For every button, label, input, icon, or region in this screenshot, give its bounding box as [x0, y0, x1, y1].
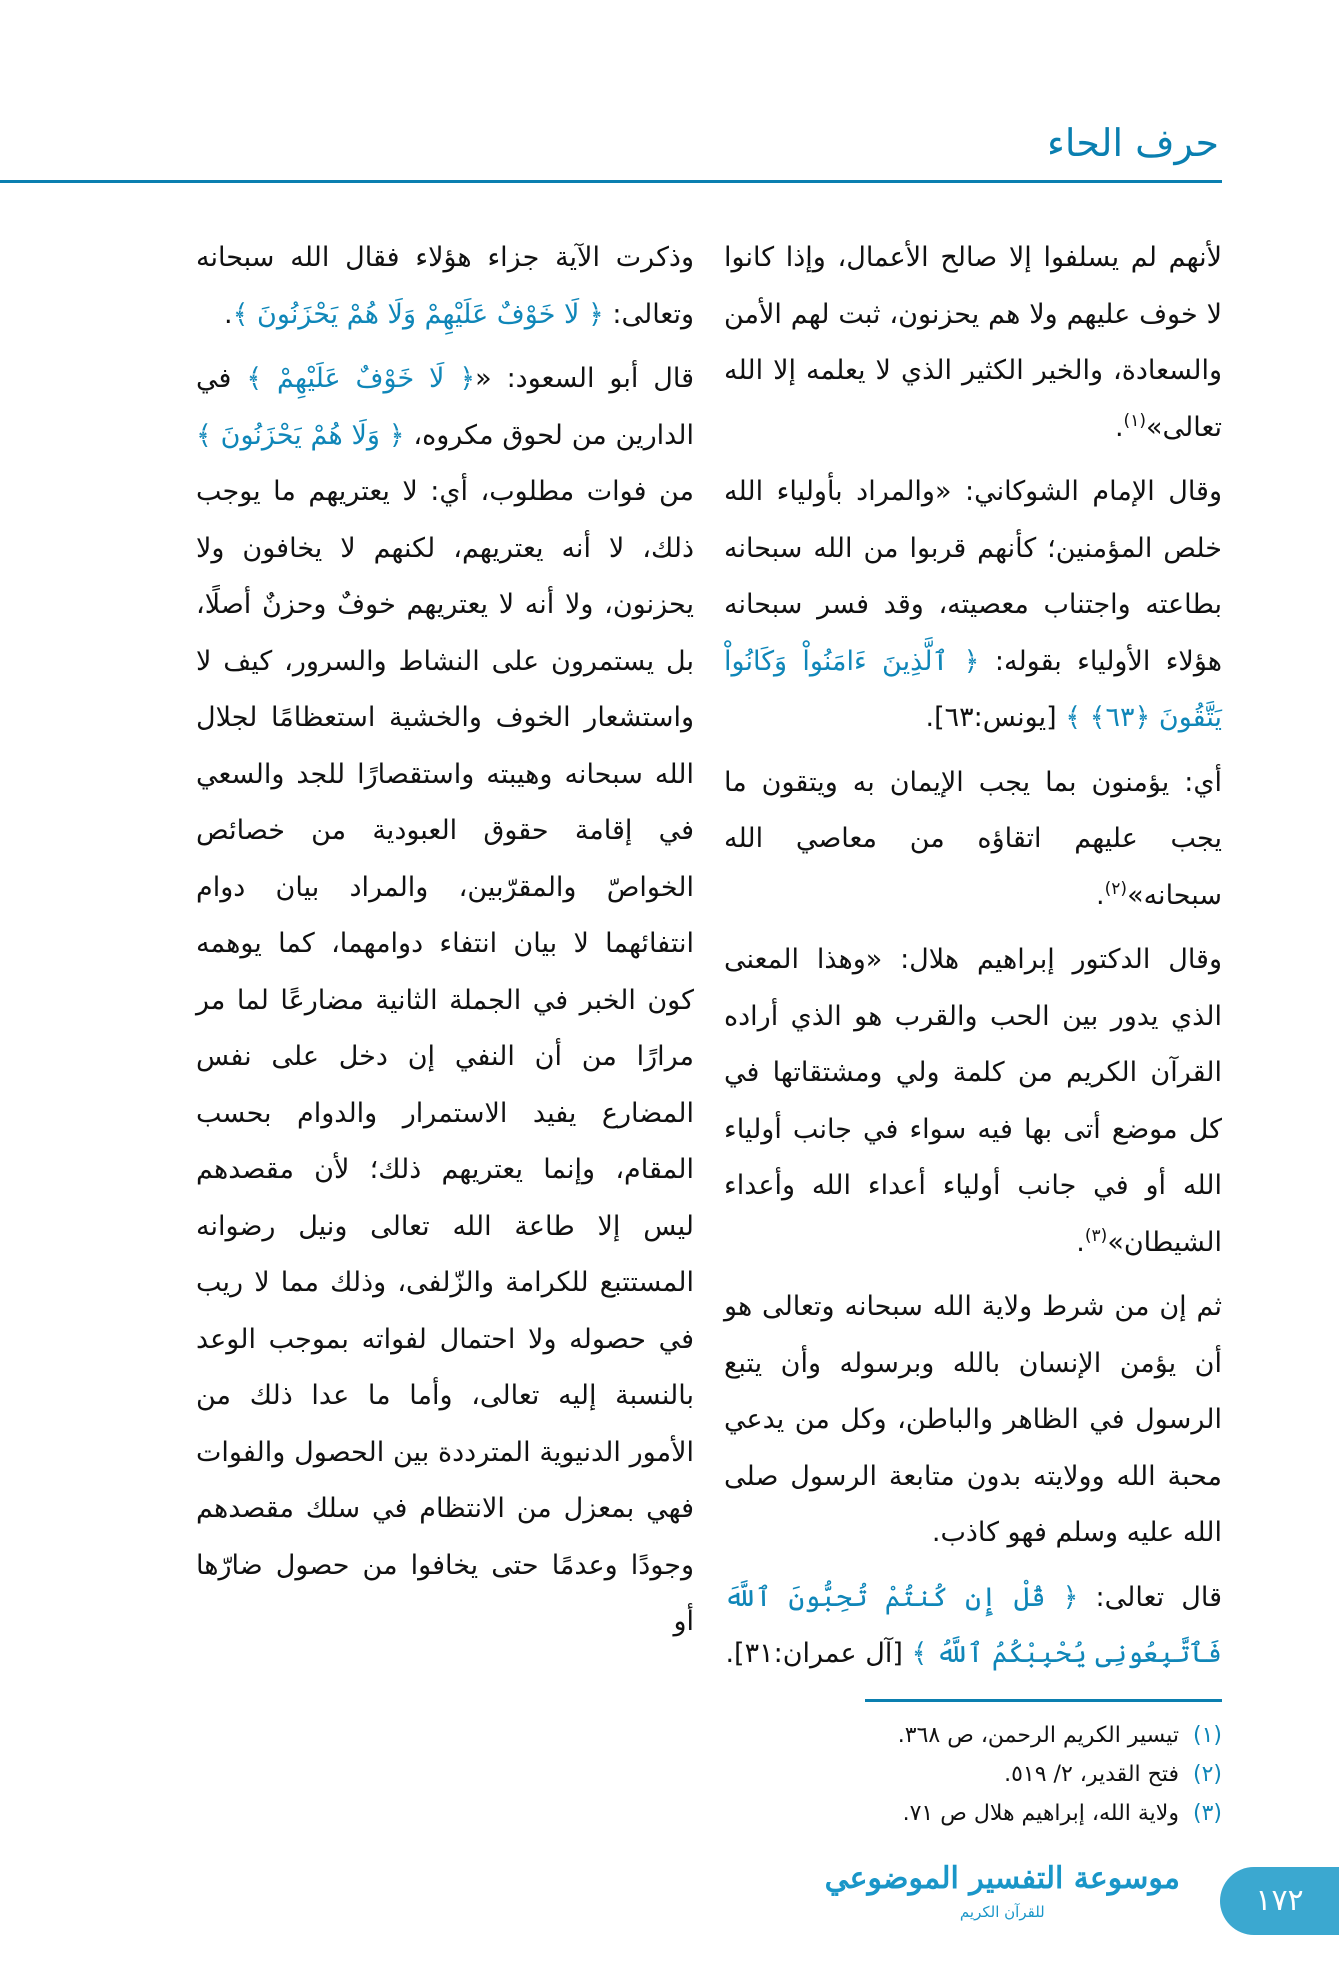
- page-footer: [0, 1857, 1339, 1967]
- footnote-divider: [865, 1699, 1222, 1702]
- logo-subtitle: للقرآن الكريم: [959, 1902, 1045, 1921]
- paragraph: [196, 230, 694, 343]
- page-header: [0, 0, 1339, 230]
- logo-title: موسوعة التفسير الموضوعي: [824, 1860, 1180, 1896]
- body-text: وقال الإمام الشوكاني: «والمراد بأولياء الله خلص المؤمنين؛ كأنهم قربوا من الله سبحانه بطاعته واجتناب معصيته، وقد فسر سبحانه هؤلاء الأولياء بقوله:: [724, 476, 1223, 677]
- body-text: في الدارين من لحوق مكروه،: [196, 363, 695, 451]
- body-text: .: [1096, 879, 1105, 911]
- footnote-ref: (٢): [1104, 878, 1128, 899]
- body-text: ثم إن من شرط ولاية الله سبحانه وتعالى هو أن يؤمن الإنسان بالله وبرسوله وأن يتبع الرسول في الظاهر والباطن، وكل من يدعي محبة الله وولايته بدون متابعة الرسول صلى الله عليه وسلم فهو كاذب.: [724, 1291, 1222, 1548]
- quran-verse: ﴿ ٱلَّذِينَ ءَامَنُواْ وَكَانُواْ يَتَّقُونَ ﴿٦٣﴾ ﴾: [724, 645, 1222, 733]
- footnote-ref: (٣): [1084, 1225, 1108, 1246]
- body-text: وقال الدكتور إبراهيم هلال: «وهذا المعنى الذي يدور بين الحب والقرب هو الذي أراده القرآن الكريم من كلمة ولي ومشتقاتها في كل موضع أتى بها فيه سواء في جانب أولياء الله أو في جانب أولياء أعداء الله وأعداء الشيطان»: [724, 944, 1222, 1258]
- body-text: وذكرت الآية جزاء هؤلاء فقال الله سبحانه وتعالى:: [196, 242, 694, 330]
- body-text: أي: يؤمنون بما يجب الإيمان به ويتقون ما يجب عليهم اتقاؤه من معاصي الله سبحانه»: [724, 766, 1222, 911]
- footnote-ref: (١): [1123, 410, 1146, 431]
- footnote: [798, 1716, 1222, 1755]
- paragraph: [724, 932, 1222, 1271]
- footnote: [798, 1755, 1222, 1794]
- footnote-text: ولاية الله، إبراهيم هلال ص ٧١.: [902, 1800, 1179, 1826]
- body-text: .: [1076, 1226, 1085, 1258]
- footnote: [798, 1794, 1222, 1833]
- body-text: .: [224, 298, 233, 330]
- page-number: ١٧٢: [1255, 1883, 1304, 1918]
- footnote-text: تيسير الكريم الرحمن، ص ٣٦٨.: [897, 1722, 1179, 1748]
- body-text: قال أبو السعود: «: [475, 363, 694, 394]
- footnote-area: [196, 1699, 1222, 1833]
- quran-verse: ﴿ وَلَا هُمْ يَحْزَنُونَ ﴾: [196, 419, 405, 451]
- body-text: قال تعالى:: [1078, 1581, 1222, 1613]
- paragraph: [724, 464, 1222, 747]
- body-text: لأنهم لم يسلفوا إلا صالح الأعمال، وإذا كانوا لا خوف عليهم ولا هم يحزنون، ثبت لهم الأمن والسعادة، والخير الكثير الذي لا يعلمه إلا الله تعالى»: [724, 242, 1222, 443]
- quran-verse: ﴿ لَا خَوْفٌ عَلَيْهِمْ وَلَا هُمْ يَحْزَنُونَ ﴾: [232, 298, 604, 330]
- footnotes: [798, 1716, 1222, 1833]
- right-column: [724, 230, 1222, 1683]
- chapter-title: حرف الحاء: [1046, 121, 1219, 165]
- paragraph: [724, 755, 1222, 925]
- quran-verse: ﴿ قُلْ إِن كُنتُمْ تُحِبُّونَ ٱللَّهَ فَٱتَّبِعُونِى يُحْبِبْكُمُ ٱللَّهُ ﴾: [724, 1581, 1222, 1669]
- footnote-number: (٢): [1192, 1761, 1222, 1787]
- paragraph: [724, 1570, 1222, 1683]
- footnote-number: (١): [1192, 1722, 1222, 1748]
- left-column: [196, 230, 694, 1651]
- body-text: من فوات مطلوب، أي: لا يعتريهم ما يوجب ذلك، لا أنه يعتريهم، لكنهم لا يخافون ولا يحزنون، ولا أنه لا يعتريهم خوفٌ وحزنٌ أصلًا، بل يستمرون على النشاط والسرور، كيف لا واستشعار الخوف والخشية استعظامًا لجلال الله سبحانه وهيبته واستقصارًا للجد والسعي في إقامة حقوق العبودية من خصائص الخواصّ والمقرّبين، والمراد بيان دوام انتفائهما لا بيان انتفاء دوامهما، كما يوهمه كون الخبر في الجملة الثانية مضارعًا لما مر مرارًا من أن النفي إن دخل على نفس المضارع يفيد الاستمرار والدوام بحسب المقام، وإنما يعتريهم ذلك؛ لأن مقصدهم ليس إلا طاعة الله تعالى ونيل رضوانه المستتبع للكرامة والزّلفى، وذلك مما لا ريب في حصوله ولا احتمال لفواته بموجب الوعد بالنسبة إليه تعالى، وأما ما عدا ذلك من الأمور الدنيوية المترددة بين الحصول والفوات فهي بمعزل من الانتظام في سلك مقصدهم وجودًا وعدمًا حتى يخافوا من حصول ضارّها أو: [196, 476, 694, 1637]
- paragraph: [724, 1279, 1222, 1562]
- footnote-text: فتح القدير، ٢/ ٥١٩.: [1004, 1761, 1179, 1787]
- text-columns: [196, 230, 1222, 1683]
- paragraph: [196, 351, 694, 1651]
- header-divider: [0, 180, 1222, 183]
- quran-verse: ﴿ لَا خَوْفٌ عَلَيْهِمْ ﴾: [246, 363, 476, 394]
- paragraph: [724, 230, 1222, 456]
- body-text: [يونس:٦٣].: [925, 702, 1066, 733]
- page-number-badge: [1220, 1867, 1339, 1935]
- body-text: .: [1114, 411, 1124, 443]
- body-text: [آل عمران:٣١].: [725, 1638, 912, 1669]
- footnote-number: (٣): [1192, 1800, 1222, 1826]
